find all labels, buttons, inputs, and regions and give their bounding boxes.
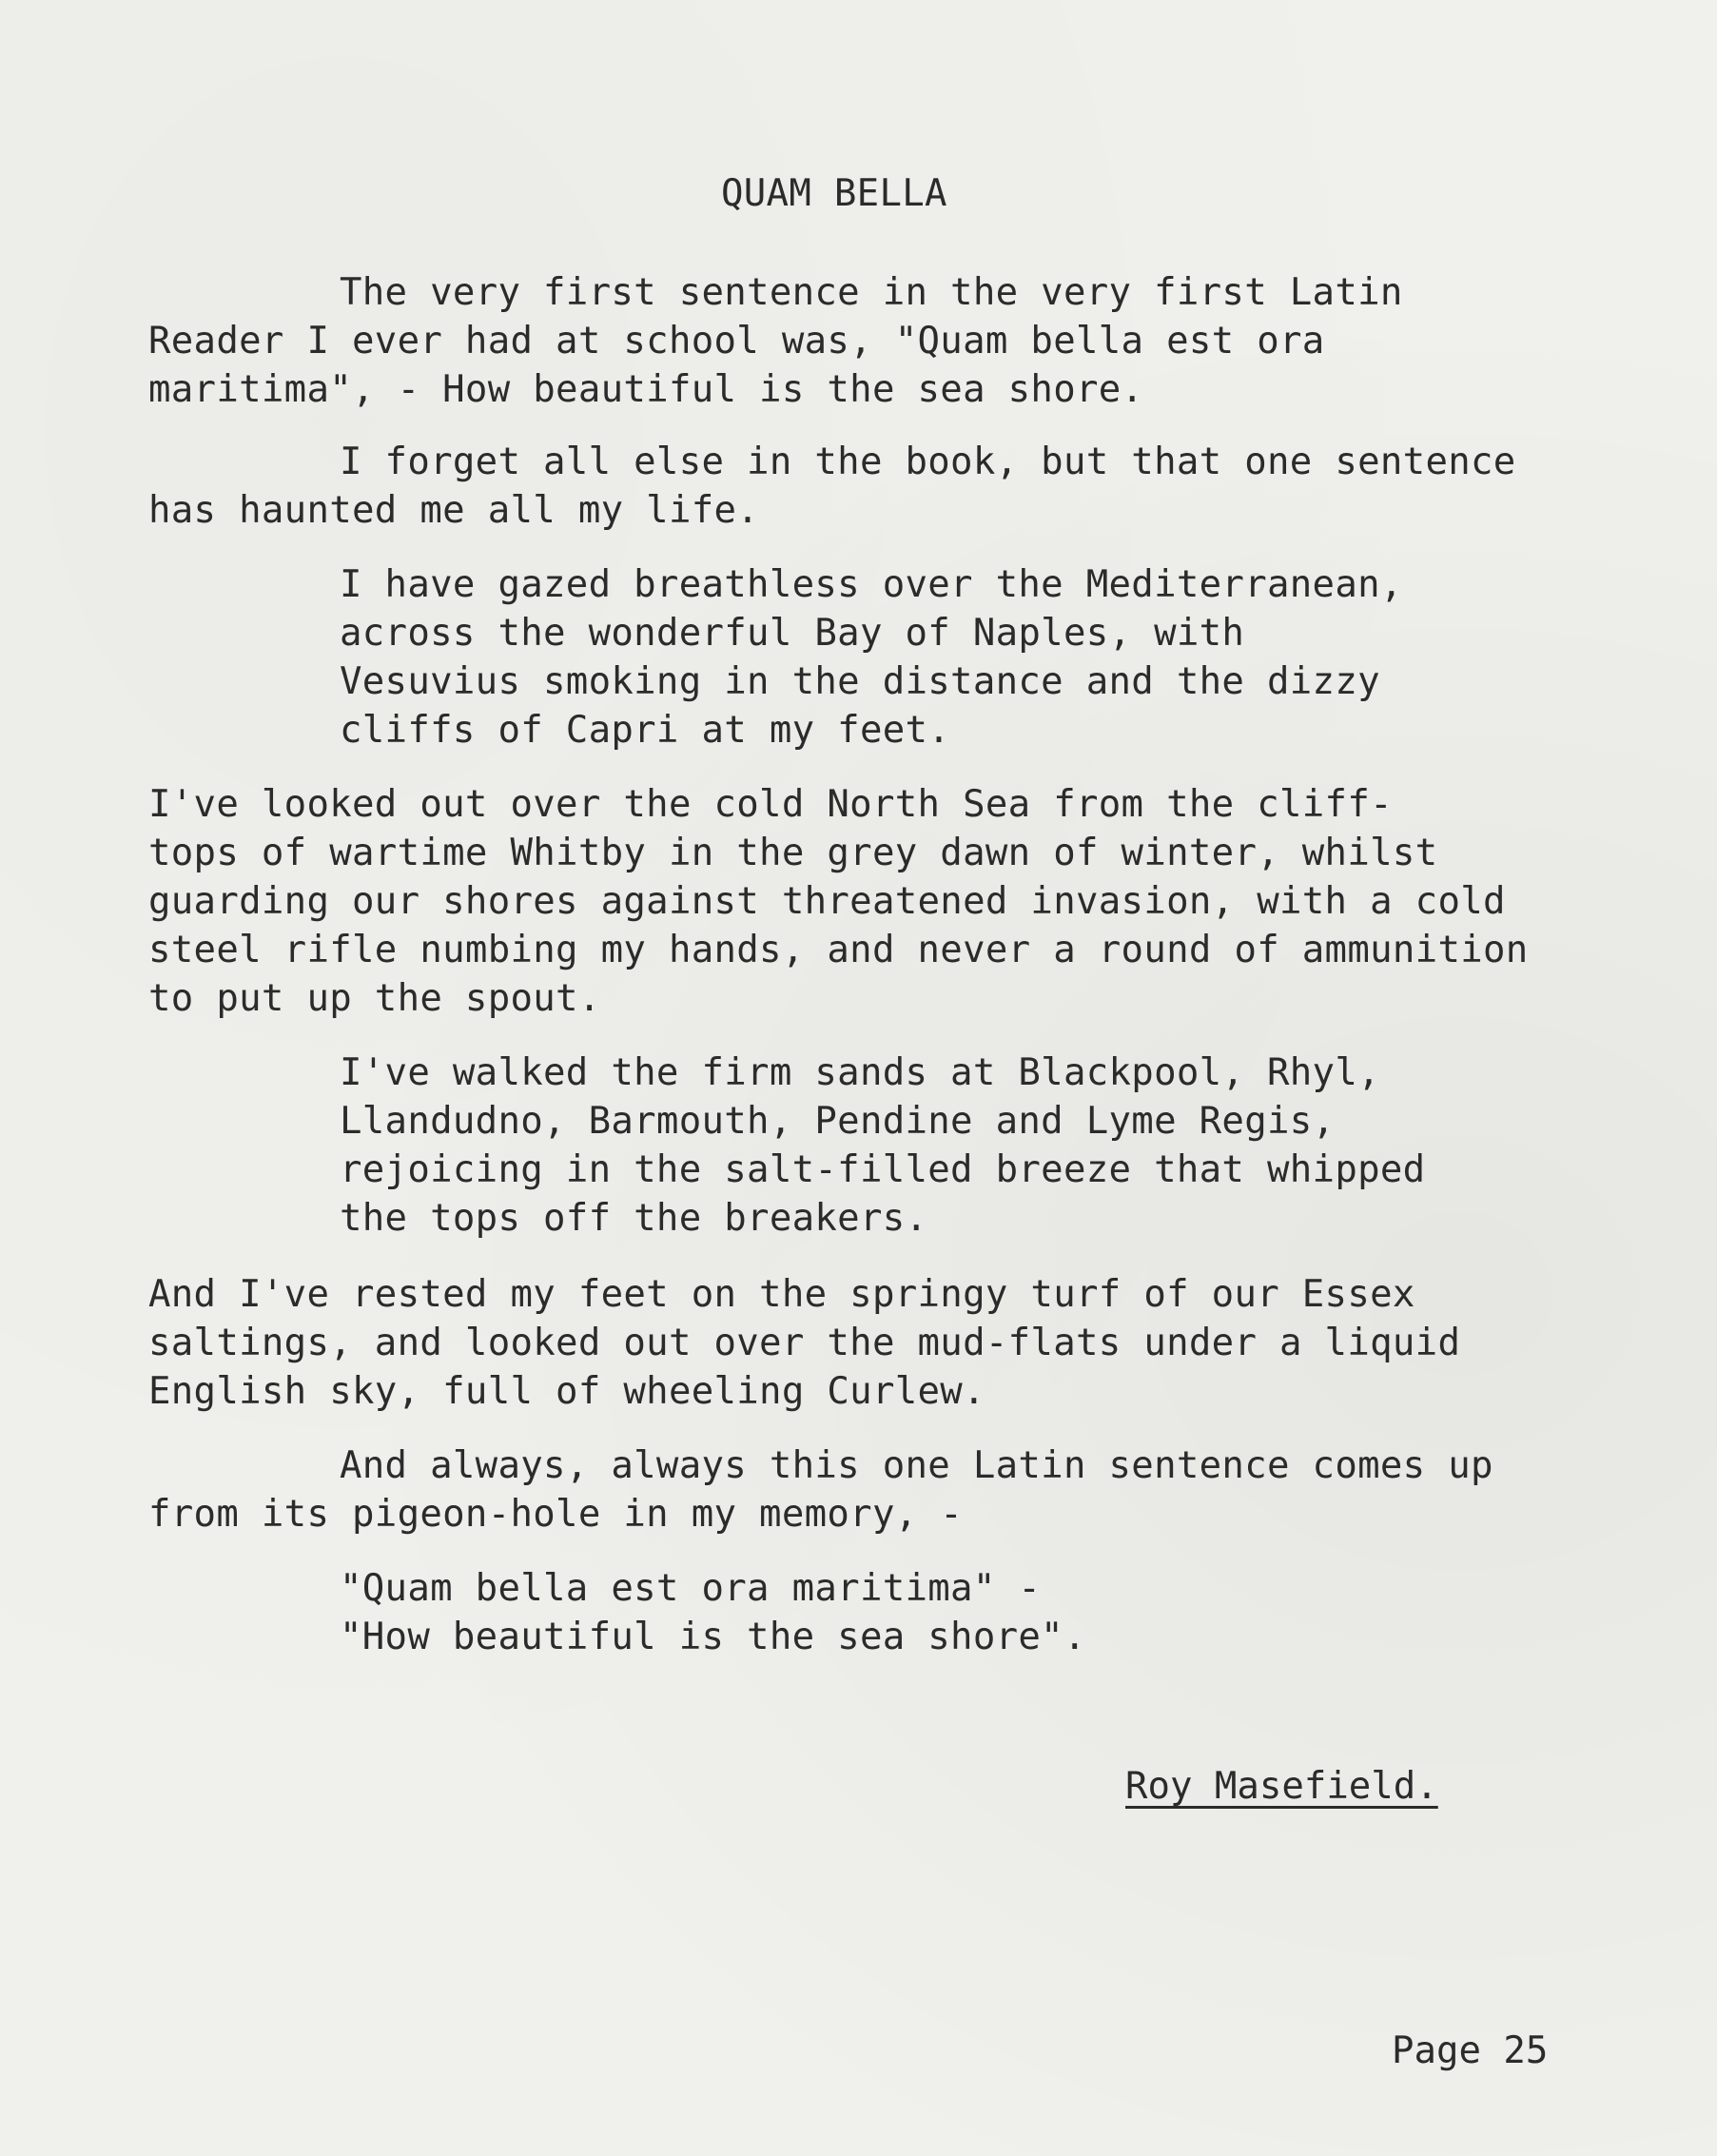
page-number: Page 25 xyxy=(1392,2029,1549,2072)
paragraph-4-line-4: steel rifle numbing my hands, and never a round of ammunition xyxy=(148,929,1529,971)
paragraph-2-line-1: I forget all else in the book, but that one sentence xyxy=(340,441,1516,483)
paragraph-3-line-3: Vesuvius smoking in the distance and the dizzy xyxy=(340,660,1380,703)
paragraph-2-line-2: has haunted me all my life. xyxy=(148,489,760,532)
paragraph-3-line-4: cliffs of Capri at my feet. xyxy=(340,709,951,752)
paragraph-6-line-2: saltings, and looked out over the mud-flats under a liquid xyxy=(148,1322,1461,1364)
paragraph-5-line-1: I've walked the firm sands at Blackpool, Rhyl, xyxy=(340,1051,1380,1094)
paragraph-1-line-2: Reader I ever had at school was, "Quam bella est ora xyxy=(148,320,1325,363)
paragraph-7-line-2: from its pigeon-hole in my memory, - xyxy=(148,1493,964,1536)
paragraph-4-line-3: guarding our shores against threatened invasion, with a cold xyxy=(148,880,1506,923)
paragraph-6-line-3: English sky, full of wheeling Curlew. xyxy=(148,1370,985,1413)
paragraph-1-line-1: The very first sentence in the very first Latin xyxy=(340,271,1403,314)
paragraph-3-line-2: across the wonderful Bay of Naples, with xyxy=(340,612,1245,655)
paragraph-5-line-4: the tops off the breakers. xyxy=(340,1197,928,1240)
paragraph-7-line-1: And always, always this one Latin sentence comes up xyxy=(340,1444,1493,1487)
closing-quote-line-1: "Quam bella est ora maritima" - xyxy=(340,1567,1042,1610)
document-title: QUAM BELLA xyxy=(721,172,947,215)
paragraph-3-line-1: I have gazed breathless over the Mediterranean, xyxy=(340,563,1403,606)
paragraph-4-line-2: tops of wartime Whitby in the grey dawn of winter, whilst xyxy=(148,832,1438,874)
paragraph-4-line-1: I've looked out over the cold North Sea from the cliff- xyxy=(148,783,1393,826)
paragraph-4-line-5: to put up the spout. xyxy=(148,977,601,1020)
paragraph-5-line-2: Llandudno, Barmouth, Pendine and Lyme Regis, xyxy=(340,1100,1336,1143)
closing-quote-line-2: "How beautiful is the sea shore". xyxy=(340,1616,1086,1658)
paragraph-1-line-3: maritima", - How beautiful is the sea shore. xyxy=(148,368,1144,411)
paragraph-5-line-3: rejoicing in the salt-filled breeze that whipped xyxy=(340,1148,1426,1191)
author-signature: Roy Masefield. xyxy=(1125,1765,1438,1808)
paragraph-6-line-1: And I've rested my feet on the springy turf of our Essex xyxy=(148,1273,1415,1316)
